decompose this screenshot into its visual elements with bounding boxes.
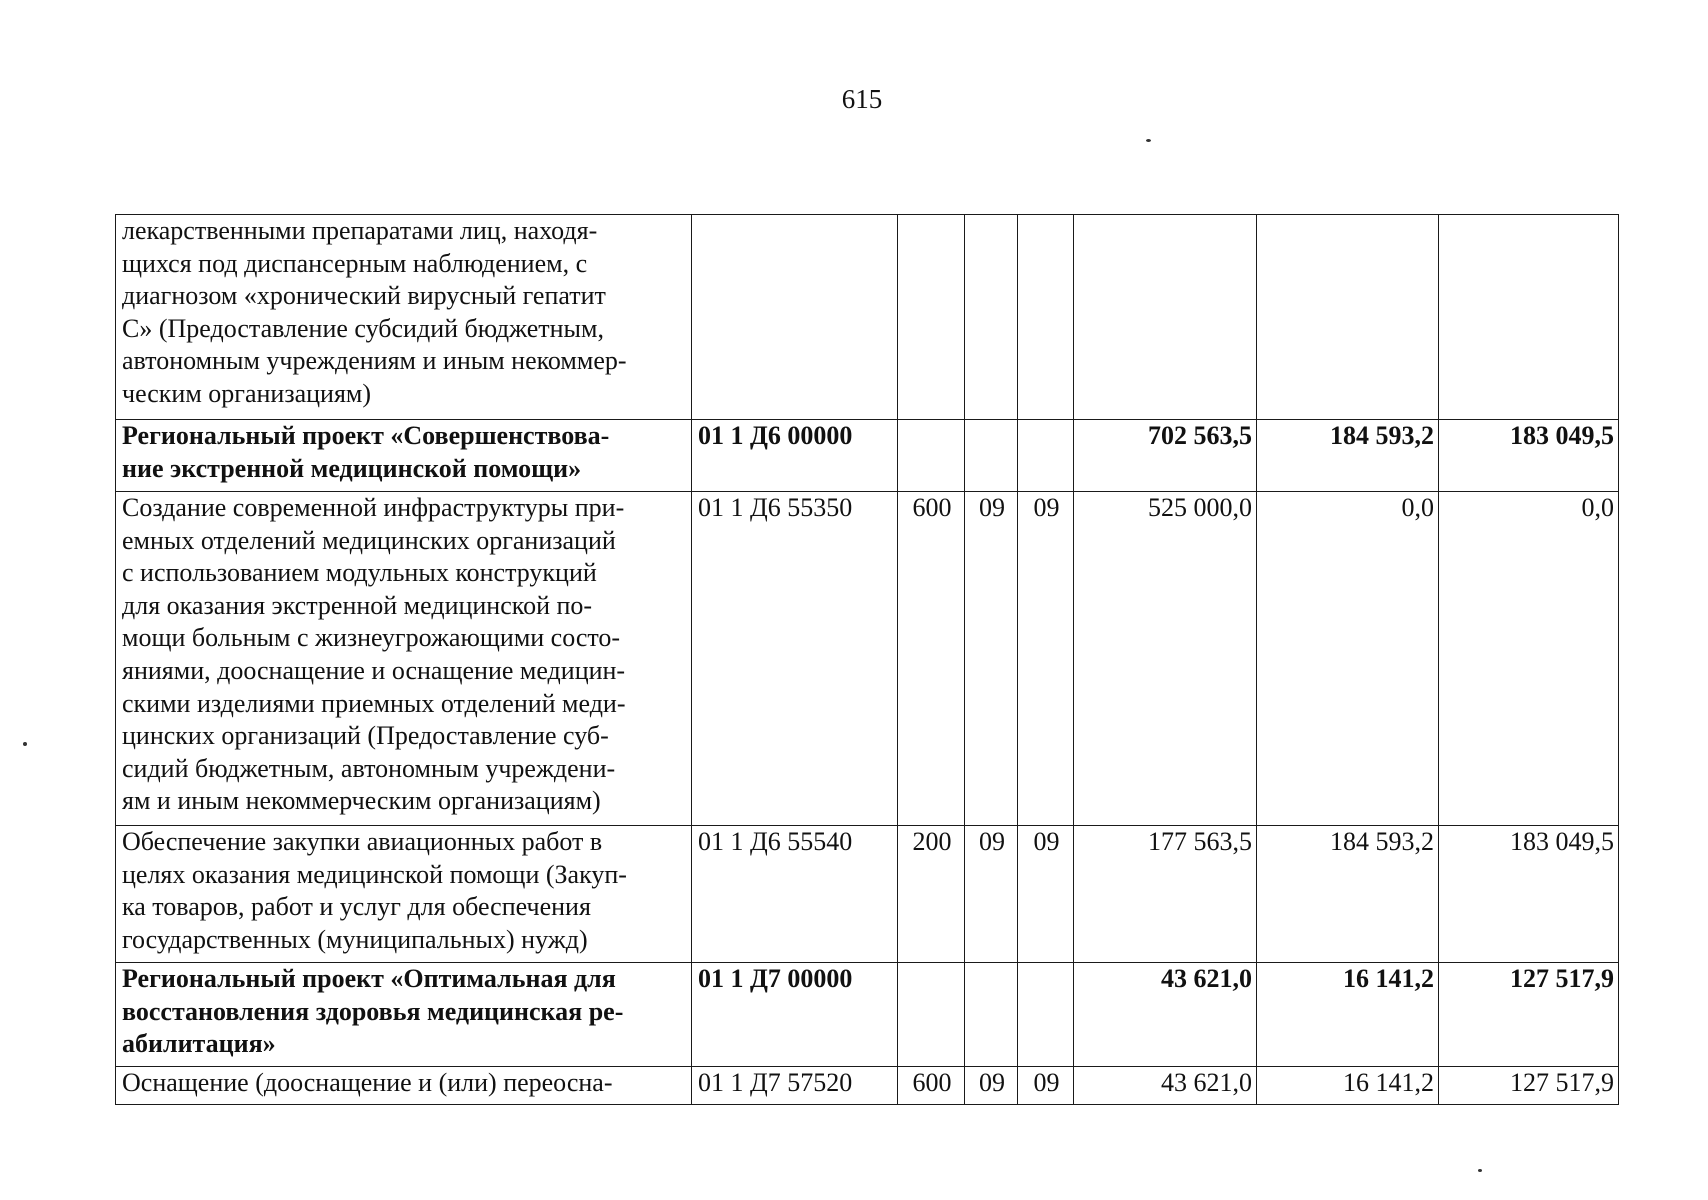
amount-cell: 183 049,5: [1439, 826, 1619, 963]
expense-type-cell: [898, 963, 965, 1067]
page-number: 615: [841, 84, 883, 114]
target-code-cell: 01 1 Д7 57520: [692, 1067, 898, 1105]
target-code-cell: 01 1 Д7 00000: [692, 963, 898, 1067]
row-name-cell: [116, 420, 692, 492]
subsection-cell: 09: [1018, 492, 1074, 826]
row-name-line: государственных (муниципальных) нужд): [122, 924, 588, 954]
subsection-cell: 09: [1018, 1067, 1074, 1105]
row-name-cell: [116, 1067, 692, 1105]
scan-speck: [23, 742, 27, 746]
subsection-cell: 09: [1018, 826, 1074, 963]
table-row: [116, 1067, 1619, 1105]
amount-cell: 43 621,0: [1074, 1067, 1257, 1105]
row-name-line: С» (Предоставление субсидий бюджетным,: [122, 313, 604, 343]
expense-type-cell: [898, 420, 965, 492]
row-name-cell: [116, 963, 692, 1067]
target-code-cell: 01 1 Д6 00000: [692, 420, 898, 492]
row-name-line: ние экстренной медицинской помощи»: [122, 453, 582, 483]
amount-cell: 16 141,2: [1257, 963, 1439, 1067]
subsection-cell: [1018, 963, 1074, 1067]
row-name-line: абилитация»: [122, 1029, 276, 1059]
budget-table: [115, 214, 1619, 1105]
target-code-cell: [692, 215, 898, 420]
table-body: [116, 215, 1619, 1105]
row-name-line: Создание современной инфраструктуры при-: [122, 493, 625, 522]
scan-speck: [1478, 1169, 1482, 1172]
expense-type-cell: 600: [898, 492, 965, 826]
target-code-cell: 01 1 Д6 55540: [692, 826, 898, 963]
row-name-cell: [116, 492, 692, 826]
section-cell: 09: [965, 492, 1018, 826]
amount-cell: 43 621,0: [1074, 963, 1257, 1067]
row-name-line: Обеспечение закупки авиационных работ в: [122, 827, 603, 856]
target-code-cell: 01 1 Д6 55350: [692, 492, 898, 826]
row-name-line: с использованием модульных конструкций: [122, 558, 597, 588]
amount-cell: 127 517,9: [1439, 1067, 1619, 1105]
row-name-line: сидий бюджетным, автономным учреждени-: [122, 753, 616, 783]
amount-cell: 184 593,2: [1257, 420, 1439, 492]
amount-cell: 127 517,9: [1439, 963, 1619, 1067]
section-cell: 09: [965, 826, 1018, 963]
amount-cell: 184 593,2: [1257, 826, 1439, 963]
section-cell: [965, 963, 1018, 1067]
amount-cell: [1439, 215, 1619, 420]
row-name-line: мощи больным с жизнеугрожающими состо-: [122, 623, 621, 653]
row-name-line: цинских организаций (Предоставление суб-: [122, 721, 609, 751]
row-name-line: ческим организациям): [122, 378, 372, 408]
table-row: [116, 420, 1619, 492]
amount-cell: 177 563,5: [1074, 826, 1257, 963]
row-name-line: Оснащение (дооснащение и (или) переосна-: [122, 1068, 613, 1097]
amount-cell: 183 049,5: [1439, 420, 1619, 492]
table-row: [116, 492, 1619, 826]
amount-cell: 525 000,0: [1074, 492, 1257, 826]
row-name-line: для оказания экстренной медицинской по-: [122, 590, 593, 620]
row-name-line: лекарственными препаратами лиц, находя-: [122, 216, 598, 245]
row-name-line: яниями, дооснащение и оснащение медицин-: [122, 655, 626, 685]
row-name-line: щихся под диспансерным наблюдением, с: [122, 248, 588, 278]
amount-cell: 702 563,5: [1074, 420, 1257, 492]
row-name-line: автономным учреждениям и иным некоммер-: [122, 346, 627, 376]
row-name-line: ка товаров, работ и услуг для обеспечения: [122, 892, 591, 922]
row-name-line: ям и иным некоммерческим организациям): [122, 786, 601, 816]
row-name-cell: [116, 215, 692, 420]
subsection-cell: [1018, 215, 1074, 420]
scan-speck: [1146, 139, 1151, 142]
section-cell: 09: [965, 1067, 1018, 1105]
expense-type-cell: [898, 215, 965, 420]
section-cell: [965, 420, 1018, 492]
table-row: [116, 963, 1619, 1067]
expense-type-cell: 600: [898, 1067, 965, 1105]
amount-cell: 0,0: [1257, 492, 1439, 826]
expense-type-cell: 200: [898, 826, 965, 963]
section-cell: [965, 215, 1018, 420]
amount-cell: [1257, 215, 1439, 420]
table-row: [116, 826, 1619, 963]
amount-cell: 16 141,2: [1257, 1067, 1439, 1105]
row-name-cell: [116, 826, 692, 963]
row-name-line: целях оказания медицинской помощи (Закуп-: [122, 859, 627, 889]
subsection-cell: [1018, 420, 1074, 492]
row-name-line: емных отделений медицинских организаций: [122, 525, 616, 555]
row-name-line: Региональный проект «Совершенствова-: [122, 421, 610, 450]
row-name-line: скими изделиями приемных отделений меди-: [122, 688, 626, 718]
amount-cell: [1074, 215, 1257, 420]
row-name-line: восстановления здоровья медицинская ре-: [122, 996, 624, 1026]
table-row: [116, 215, 1619, 420]
row-name-line: диагнозом «хронический вирусный гепатит: [122, 281, 606, 311]
row-name-line: Региональный проект «Оптимальная для: [122, 964, 616, 993]
amount-cell: 0,0: [1439, 492, 1619, 826]
